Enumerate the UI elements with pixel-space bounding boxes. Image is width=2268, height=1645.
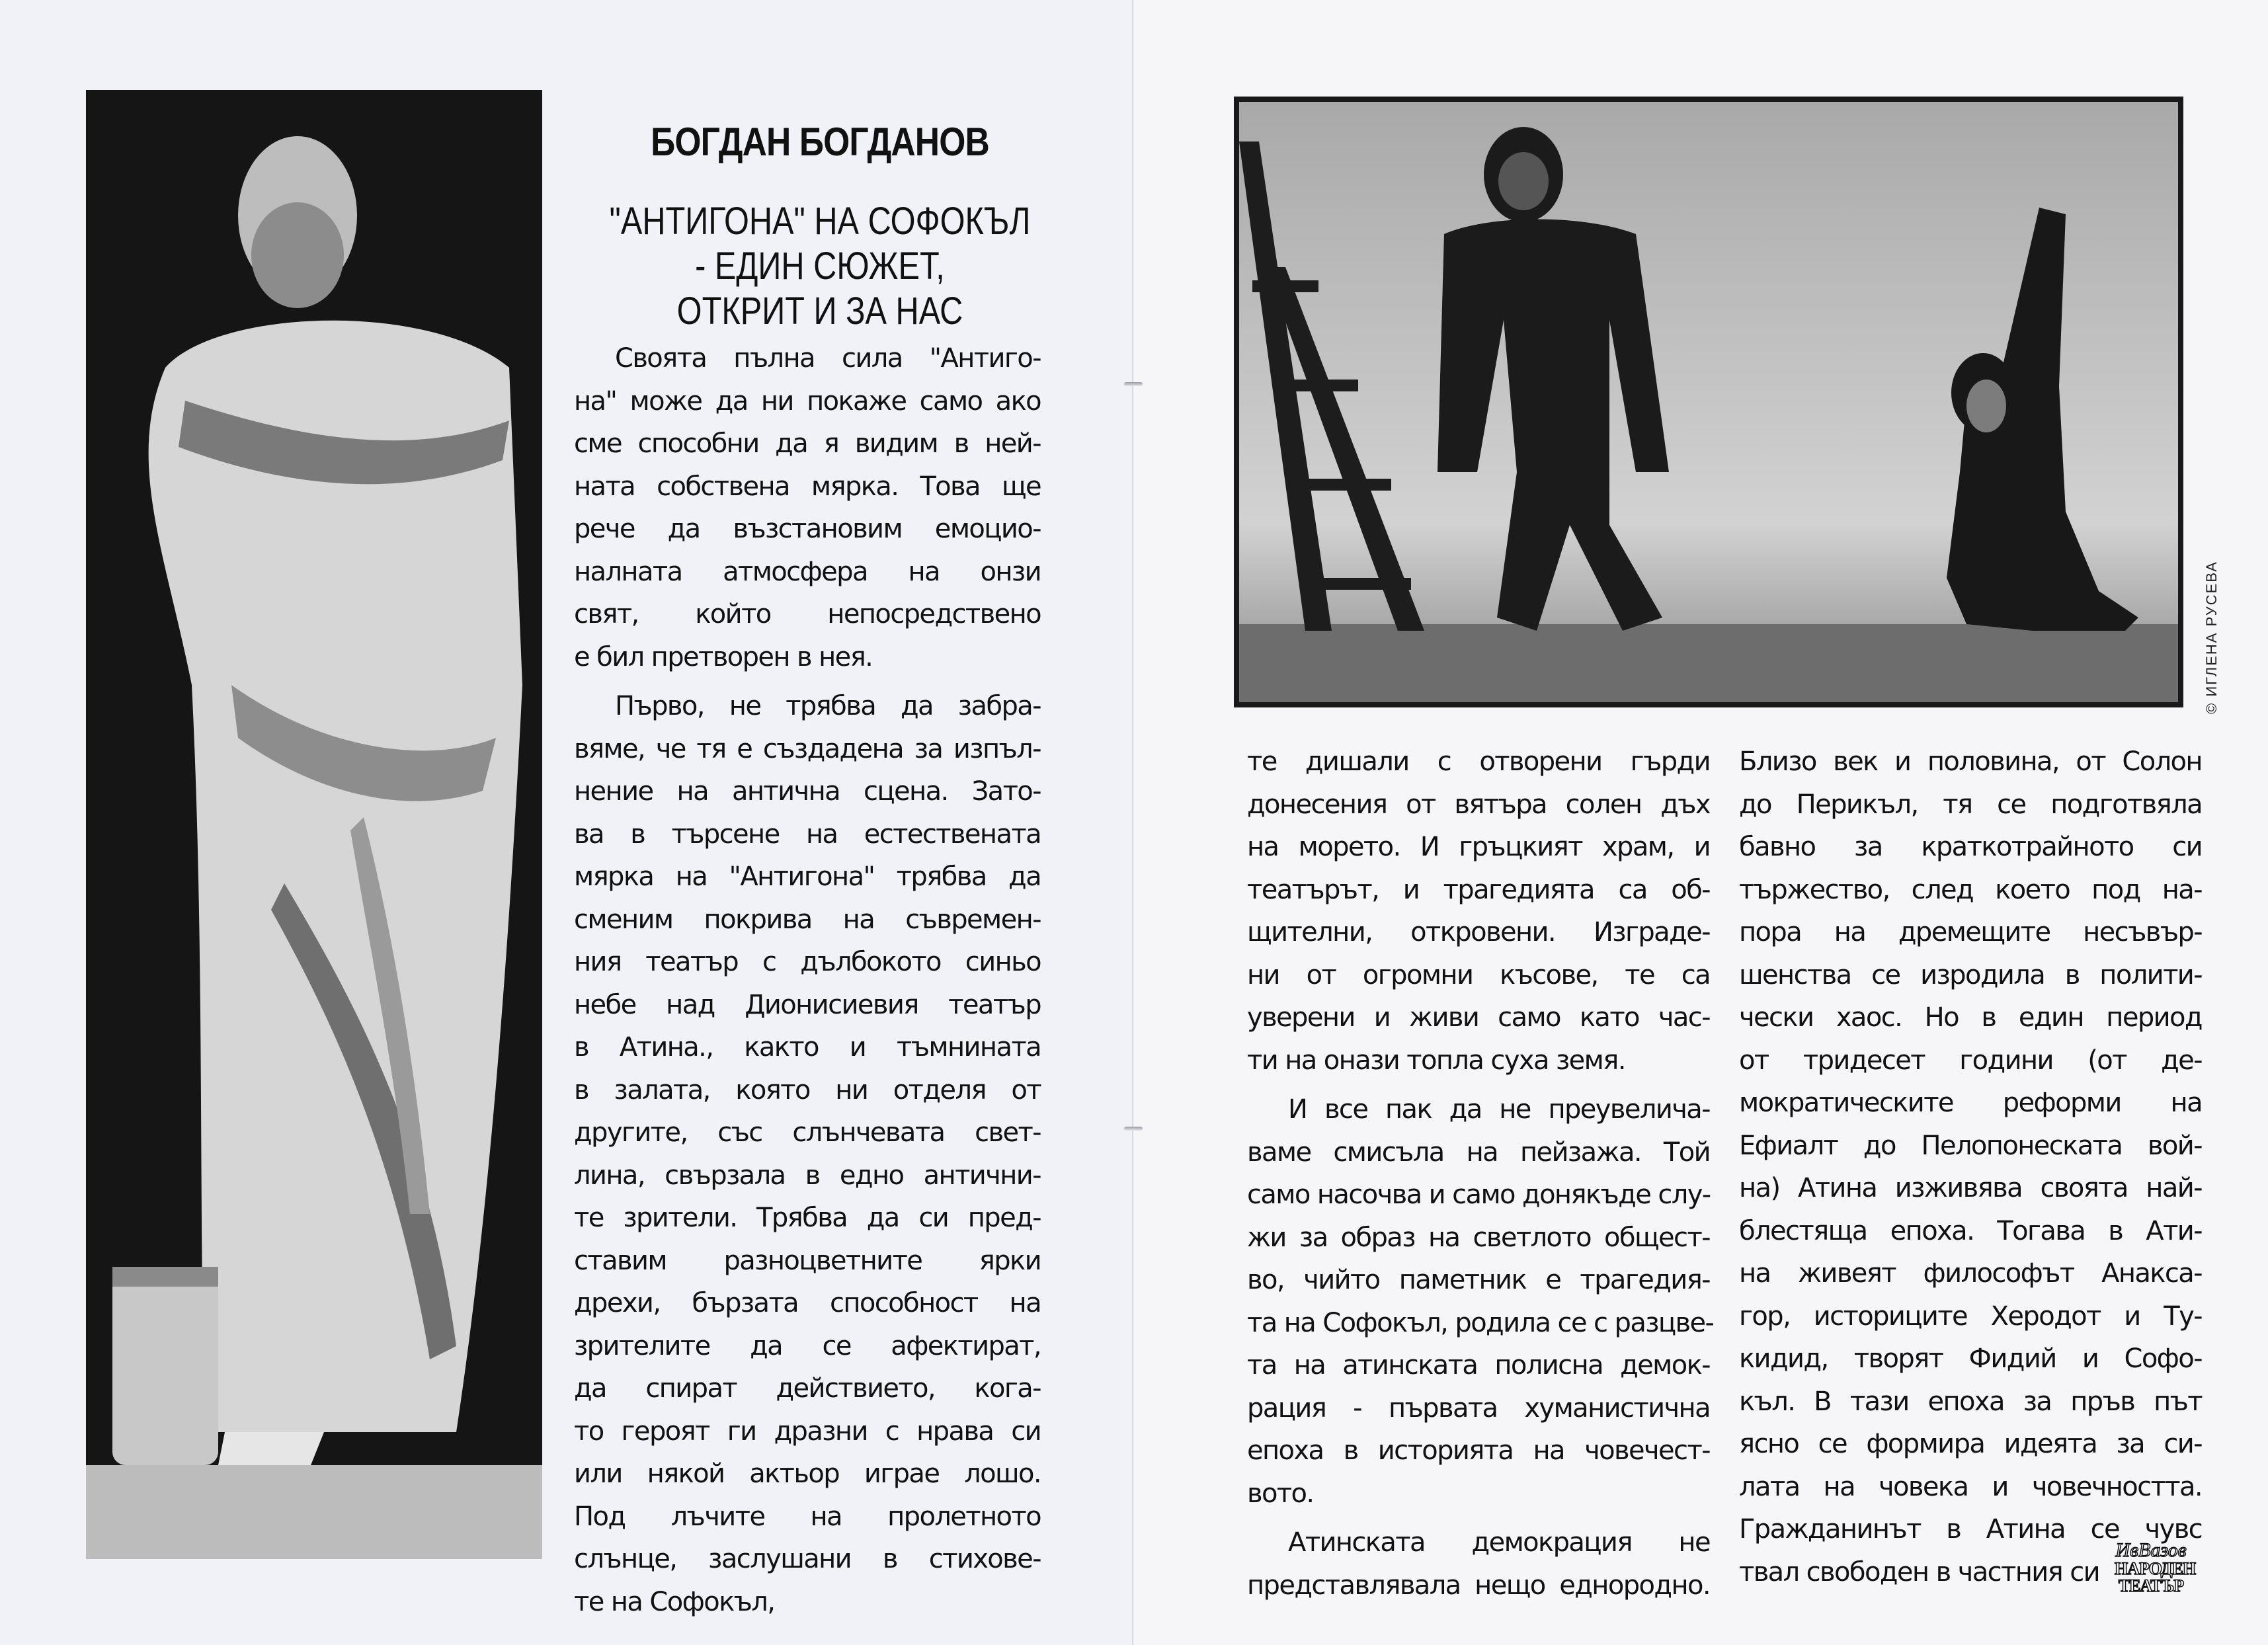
text-line: шенства се изродила в полити- bbox=[1739, 959, 2202, 990]
text-line: лата на човека и човечността. bbox=[1739, 1471, 2202, 1502]
author-name: БОГДАН БОГДАНОВ bbox=[651, 120, 989, 164]
text-line: нение на антична сцена. Зато- bbox=[574, 776, 1041, 807]
text-line: ни от огромни късове, те са bbox=[1247, 959, 1710, 990]
text-line: сменим покрива на съвремен- bbox=[574, 904, 1041, 935]
booklet-spine bbox=[1132, 0, 1133, 1645]
text-line: само насочва и само донякъде слу- bbox=[1247, 1180, 1711, 1210]
statue-photo bbox=[86, 90, 542, 1559]
text-line: лина, свързала в едно антични- bbox=[574, 1160, 1041, 1191]
paragraph-gap bbox=[574, 678, 1041, 685]
text-line: мократическите реформи на bbox=[1739, 1088, 2202, 1118]
text-line: от тридесет години (от де- bbox=[1739, 1045, 2202, 1076]
text-line: те зрители. Трябва да си пред- bbox=[574, 1203, 1041, 1233]
text-line: или някой актьор играе лошо. bbox=[574, 1459, 1041, 1489]
text-line: театърът, и трагедията са об- bbox=[1247, 874, 1710, 905]
text-line: бавно за краткотрайното си bbox=[1739, 832, 2202, 862]
paragraph-gap bbox=[1247, 1082, 1710, 1088]
text-line: те дишали с отворени гърди bbox=[1247, 746, 1710, 777]
article-header bbox=[569, 119, 1071, 334]
article-title-line: ОТКРИТ И ЗА НАС bbox=[676, 290, 963, 333]
text-line: Ефиалт до Пелопонеската вой- bbox=[1739, 1130, 2202, 1161]
text-line: твал свободен в частния си bbox=[1739, 1556, 2100, 1587]
staple bbox=[1124, 1127, 1143, 1131]
text-column-middle bbox=[1247, 741, 1714, 1607]
stage-illustration bbox=[1239, 102, 2178, 702]
text-line: епоха в историята на човечест- bbox=[1247, 1435, 1710, 1466]
text-line: рация - първата хуманистична bbox=[1247, 1392, 1710, 1424]
text-line: Атинската демокрация не bbox=[1288, 1527, 1710, 1558]
text-line: ната собствена мярка. Това ще bbox=[574, 471, 1041, 502]
text-line: И все пак да не преувелича- bbox=[1288, 1094, 1710, 1125]
text-line: дрехи, бързата способност на bbox=[574, 1288, 1041, 1318]
photo-credit: © ИГЛЕНА РУСЕВА bbox=[2203, 561, 2220, 714]
text-line: е бил претворен в нея. bbox=[574, 641, 873, 672]
text-line: гор, историците Херодот и Ту- bbox=[1739, 1301, 2202, 1332]
text-line: вото. bbox=[1247, 1478, 1314, 1509]
text-line: слънце, заслушани в стихове- bbox=[574, 1544, 1041, 1574]
text-line: на" може да ни покаже само ако bbox=[574, 385, 1041, 417]
text-line: та на атинската полисна демок- bbox=[1247, 1350, 1710, 1381]
logo-line-1: НАРОДЕН bbox=[2115, 1559, 2196, 1578]
text-line: тържество, след което под на- bbox=[1739, 874, 2202, 905]
text-line: пора на дремещите несъвър- bbox=[1739, 917, 2202, 947]
text-line: до Перикъл, тя се подготвяла bbox=[1739, 789, 2202, 820]
article-title-line: - ЕДИН СЮЖЕТ, bbox=[695, 245, 945, 288]
text-line: сме способни да я видим в ней- bbox=[574, 428, 1041, 459]
logo-signature: ИвВазов bbox=[2115, 1539, 2187, 1561]
text-line: свят, който непосредствено bbox=[574, 599, 1041, 629]
text-line: та на Софокъл, родила се с разцве- bbox=[1247, 1307, 1714, 1338]
text-line: да спират действието, кога- bbox=[574, 1373, 1041, 1404]
text-line: зрителите да се афектират, bbox=[574, 1330, 1041, 1361]
text-line: щителни, откровени. Изграде- bbox=[1247, 917, 1710, 947]
text-line: жи за образ на светлото общест- bbox=[1247, 1222, 1710, 1253]
text-line: вяме, че тя е създадена за изпъл- bbox=[574, 733, 1041, 764]
text-line: уверени и живи само като час- bbox=[1247, 1002, 1710, 1033]
text-line: в Атина., както и тъмнината bbox=[574, 1032, 1041, 1063]
text-line: мярка на "Антигона" трябва да bbox=[574, 862, 1041, 892]
text-line: рече да възстановим емоцио- bbox=[574, 514, 1041, 544]
text-column-right bbox=[1739, 741, 2202, 1593]
logo-line-2: ТЕАТЪР bbox=[2118, 1576, 2184, 1595]
text-line: Гражданинът в Атина се чувс bbox=[1739, 1514, 2202, 1545]
paragraph-gap bbox=[1247, 1515, 1710, 1521]
text-line: в залата, която ни отделя от bbox=[574, 1074, 1041, 1105]
article-title bbox=[609, 199, 1031, 334]
national-theatre-logo bbox=[2115, 1539, 2196, 1595]
text-line: Близо век и половина, от Солон bbox=[1739, 746, 2202, 777]
text-line: ваме смисъла на пейзажа. Той bbox=[1247, 1137, 1710, 1168]
text-line: ния театър с дълбокото синьо bbox=[574, 947, 1041, 977]
article-title-line: "АНТИГОНА" НА СОФОКЪЛ bbox=[609, 200, 1031, 243]
text-line: те на Софокъл, bbox=[574, 1586, 775, 1617]
text-line: на морето. И гръцкият храм, и bbox=[1247, 832, 1710, 862]
text-line: кидид, творят Фидий и Софо- bbox=[1739, 1344, 2202, 1374]
text-line: донесения от вятъра солен дъх bbox=[1247, 789, 1710, 820]
text-line: налната атмосфера на онзи bbox=[574, 556, 1041, 587]
text-line: во, чийто паметник е трагедия- bbox=[1247, 1265, 1710, 1295]
text-line: Първо, не трябва да забра- bbox=[615, 691, 1041, 721]
text-column-left bbox=[574, 337, 1041, 1623]
text-line: Под лъчите на пролетното bbox=[574, 1501, 1041, 1532]
text-line: на живеят философът Анакса- bbox=[1739, 1258, 2202, 1289]
staple bbox=[1124, 382, 1143, 386]
text-line: ставим разноцветните ярки bbox=[574, 1245, 1041, 1276]
text-line: ти на онази топла суха земя. bbox=[1247, 1045, 1625, 1076]
statue-illustration bbox=[86, 90, 542, 1559]
text-line: чески хаос. Но в един период bbox=[1739, 1002, 2202, 1033]
text-line: ясно се формира идеята за си- bbox=[1739, 1429, 2202, 1459]
text-line: небе над Дионисиевия театър bbox=[574, 989, 1041, 1020]
text-line: къл. В тази епоха за пръв път bbox=[1739, 1386, 2202, 1417]
text-line: на) Атина изживява своята най- bbox=[1739, 1173, 2202, 1203]
text-line: другите, със слънчевата свет- bbox=[574, 1117, 1041, 1148]
text-line: представлявала нещо еднородно. bbox=[1247, 1570, 1710, 1601]
stage-photo bbox=[1234, 97, 2183, 707]
text-line: Своята пълна сила "Антиго- bbox=[615, 343, 1041, 374]
text-line: ва в търсене на естествената bbox=[574, 819, 1041, 850]
text-line: блестяща епоха. Тогава в Ати- bbox=[1739, 1215, 2202, 1246]
text-line: то героят ги дразни с нрава си bbox=[574, 1416, 1041, 1447]
